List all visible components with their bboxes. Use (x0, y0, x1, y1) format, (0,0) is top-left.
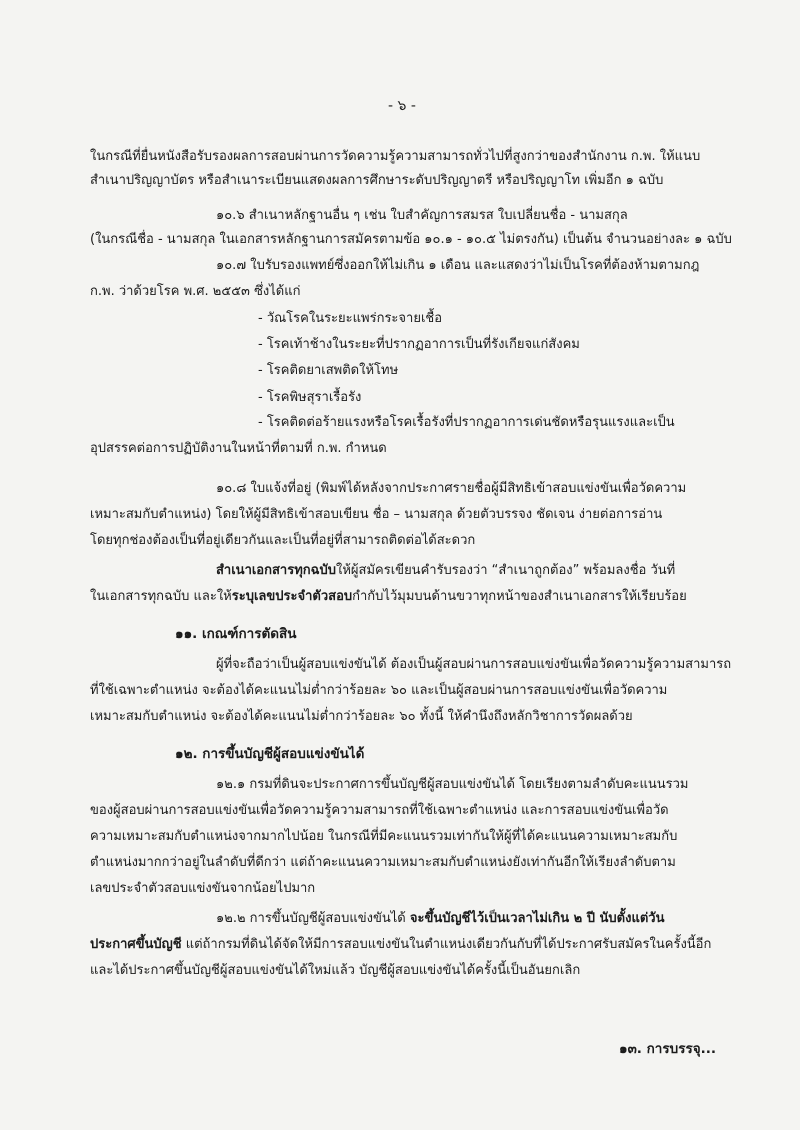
disease-list-item: - โรคเท้าช้างในระยะที่ปรากฏอาการเป็นที่รังเกียจแก่สังคม (258, 337, 580, 352)
copies-note-text: กำกับไว้มุมบนด้านขวาทุกหน้าของสำเนาเอกสารให้เรียบร้อย (352, 589, 687, 604)
copies-note-line (216, 562, 675, 580)
section-12-1-line: ของผู้สอบผ่านการสอบแข่งขันเพื่อวัดความรู้ความสามารถที่ใช้เฉพาะตำแหน่ง และการสอบแข่งขันเพื่อวัด (90, 803, 669, 818)
section-12-heading: ๑๒. การขึ้นบัญชีผู้สอบแข่งขันได้ (175, 746, 365, 762)
item-10-8-line: โดยทุกช่องต้องเป็นที่อยู่เดียวกันและเป็นที่อยู่ที่สามารถติดต่อได้สะดวก (90, 533, 476, 548)
section-11-heading: ๑๑. เกณฑ์การตัดสิน (175, 626, 297, 642)
copies-note-bold: ระบุเลขประจำตัวสอบ (231, 589, 353, 604)
item-10-6-line: (ในกรณีชื่อ - นามสกุล ในเอกสารหลักฐานการสมัครตามข้อ ๑๐.๑ - ๑๐.๕ ไม่ตรงกัน) เป็นต้น จำนวนอย่างละ ๑ ฉบับ (90, 232, 732, 247)
section-12-2-text: แต่ถ้ากรมที่ดินได้จัดให้มีการสอบแข่งขันในตำแหน่งเดียวกันกับที่ได้ประกาศรับสมัครในครั้งนี้อีก (181, 937, 712, 952)
page-number: - ๖ - (388, 98, 416, 114)
item-10-7-line: ๑๐.๗ ใบรับรองแพทย์ซึ่งออกให้ไม่เกิน ๑ เดือน และแสดงว่าไม่เป็นโรคที่ต้องห้ามตามกฎ (216, 258, 700, 273)
item-10-8-line: เหมาะสมกับตำแหน่ง) โดยให้ผู้มีสิทธิเข้าสอบเขียน ชื่อ – นามสกุล ด้วยตัวบรรจง ชัดเจน ง่ายต่อการอ่าน (90, 507, 663, 522)
continued-footer: ๑๓. การบรรจุ... (619, 1041, 716, 1057)
section-12-2-line: และได้ประกาศขึ้นบัญชีผู้สอบแข่งขันได้ใหม่แล้ว บัญชีผู้สอบแข่งขันได้ครั้งนี้เป็นอันยกเลิก (90, 963, 581, 978)
copies-note-bold: สำเนาเอกสารทุกฉบับ (216, 563, 337, 578)
paragraph-line: สำเนาปริญญาบัตร หรือสำเนาระเบียนแสดงผลการศึกษาระดับปริญญาตรี หรือปริญญาโท เพิ่มอีก ๑ ฉบับ (90, 173, 664, 188)
section-12-1-line: ๑๒.๑ กรมที่ดินจะประกาศการขึ้นบัญชีผู้สอบแข่งขันได้ โดยเรียงตามลำดับคะแนนรวม (216, 777, 689, 792)
section-12-2-text: ๑๒.๒ การขึ้นบัญชีผู้สอบแข่งขันได้ (216, 911, 410, 926)
disease-list-item: - โรคพิษสุราเรื้อรัง (258, 390, 362, 405)
section-12-1-line: ตำแหน่งมากกว่าอยู่ในลำดับที่ดีกว่า แต่ถ้าคะแนนความเหมาะสมกับตำแหน่งยังเท่ากันอีกให้เรียงลำดับตาม (90, 855, 676, 870)
disease-list-item: - โรคติดยาเสพติดให้โทษ (258, 363, 399, 378)
section-12-2-line (90, 936, 711, 954)
section-11-line: เหมาะสมกับตำแหน่ง จะต้องได้คะแนนไม่ต่ำกว่าร้อยละ ๖๐ ทั้งนี้ ให้คำนึงถึงหลักวิชาการวัดผลด้วย (90, 709, 633, 724)
section-12-2-bold: จะขึ้นบัญชีไว้เป็นเวลาไม่เกิน ๒ ปี นับตั้งแต่วัน (409, 911, 665, 926)
section-12-2-bold: ประกาศขึ้นบัญชี (90, 937, 182, 952)
copies-note-text: ให้ผู้สมัครเขียนคำรับรองว่า “สำเนาถูกต้อง” พร้อมลงชื่อ วันที่ (336, 563, 676, 578)
section-12-1-line: ความเหมาะสมกับตำแหน่งจากมากไปน้อย ในกรณีที่มีคะแนนรวมเท่ากันให้ผู้ที่ได้คะแนนความเหมาะสมกับ (90, 829, 678, 844)
copies-note-text: ในเอกสารทุกฉบับ และให้ (90, 589, 232, 604)
disease-list-continuation: อุปสรรคต่อการปฏิบัติงานในหน้าที่ตามที่ ก.พ. กำหนด (90, 441, 387, 456)
item-10-7-line: ก.พ. ว่าด้วยโรค พ.ศ. ๒๕๕๓ ซึ่งได้แก่ (90, 284, 301, 299)
section-11-line: ที่ใช้เฉพาะตำแหน่ง จะต้องได้คะแนนไม่ต่ำกว่าร้อยละ ๖๐ และเป็นผู้สอบผ่านการสอบแข่งขันเพื่อวัดความ (90, 683, 668, 698)
disease-list-item: - วัณโรคในระยะแพร่กระจายเชื้อ (258, 311, 443, 326)
item-10-6-line: ๑๐.๖ สำเนาหลักฐานอื่น ๆ เช่น ใบสำคัญการสมรส ใบเปลี่ยนชื่อ - นามสกุล (216, 208, 628, 223)
section-11-line: ผู้ที่จะถือว่าเป็นผู้สอบแข่งขันได้ ต้องเป็นผู้สอบผ่านการสอบแข่งขันเพื่อวัดความรู้ความสามารถ (216, 657, 732, 672)
paragraph-line: ในกรณีที่ยื่นหนังสือรับรองผลการสอบผ่านการวัดความรู้ความสามารถทั่วไปที่สูงกว่าของสำนักงาน ก.พ. ให้แนบ (90, 149, 701, 164)
section-12-1-line: เลขประจำตัวสอบแข่งขันจากน้อยไปมาก (90, 881, 316, 896)
item-10-8-line: ๑๐.๘ ใบแจ้งที่อยู่ (พิมพ์ได้หลังจากประกาศรายชื่อผู้มีสิทธิเข้าสอบแข่งขันเพื่อวัดความ (216, 481, 687, 496)
section-12-2-line (216, 910, 664, 928)
disease-list-item: - โรคติดต่อร้ายแรงหรือโรคเรื้อรังที่ปรากฏอาการเด่นชัดหรือรุนแรงและเป็น (258, 415, 675, 430)
copies-note-line (90, 588, 687, 606)
